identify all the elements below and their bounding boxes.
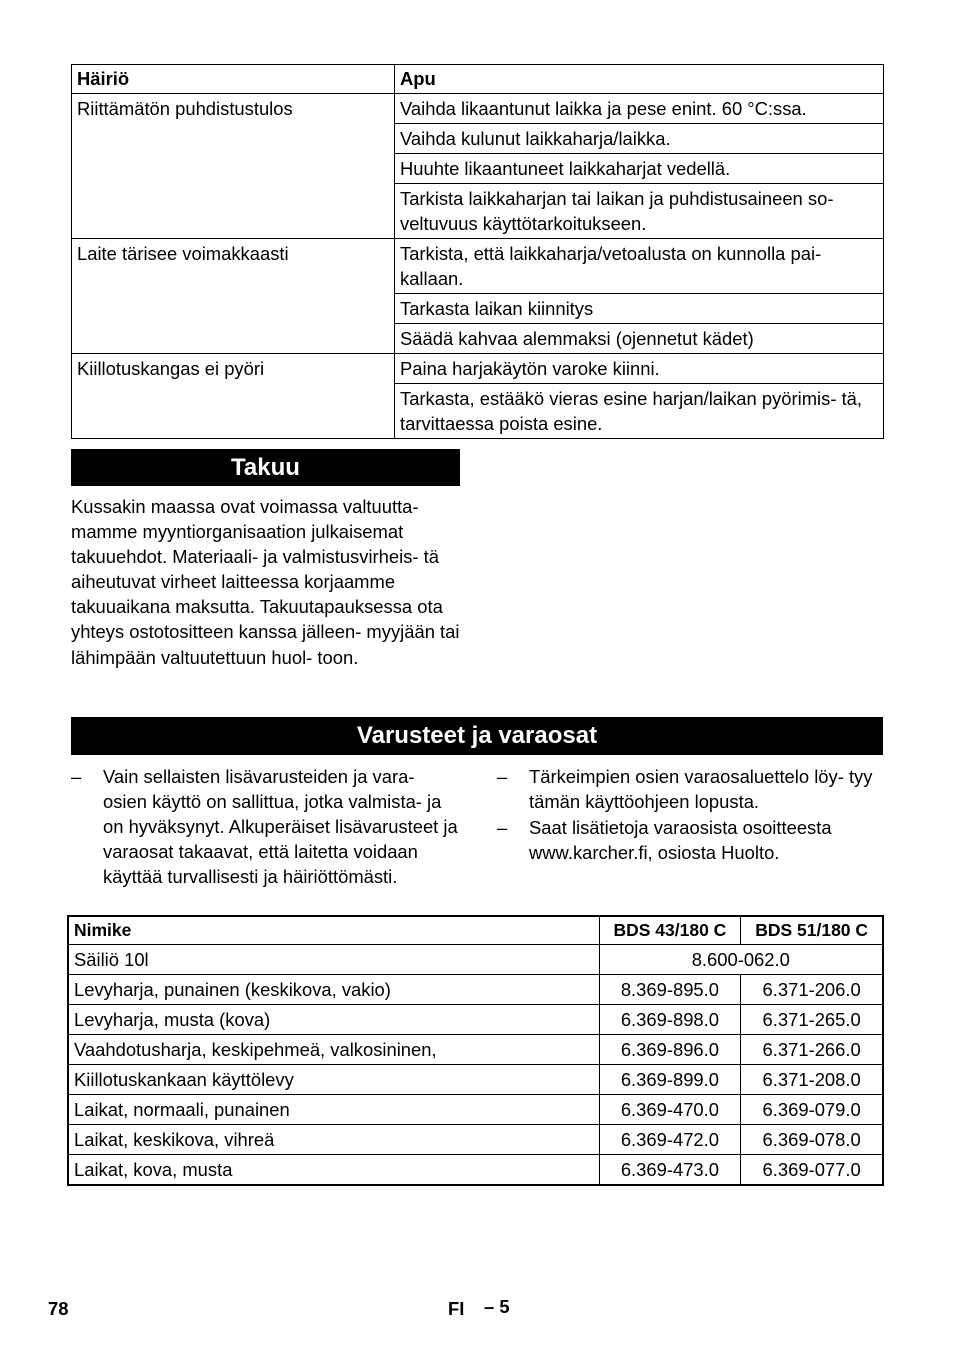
part-name: Säiliö 10l xyxy=(68,945,599,975)
table-row xyxy=(68,1065,883,1095)
part-name: Levyharja, musta (kova) xyxy=(68,1005,599,1035)
section-heading-accessories: Varusteet ja varaosat xyxy=(71,717,883,755)
accessories-list-right xyxy=(497,764,887,865)
table-row xyxy=(72,239,884,294)
part-number-51: 6.369-078.0 xyxy=(741,1125,883,1155)
fault-cell: Laite tärisee voimakkaasti xyxy=(72,239,395,354)
part-name: Laikat, kova, musta xyxy=(68,1155,599,1186)
part-number-43: 6.369-899.0 xyxy=(599,1065,741,1095)
table-row xyxy=(68,1125,883,1155)
part-number-43: 6.369-470.0 xyxy=(599,1095,741,1125)
part-name: Laikat, normaali, punainen xyxy=(68,1095,599,1125)
remedy-cell: Vaihda likaantunut laikka ja pese enint. 60 °C:ssa. xyxy=(395,94,884,124)
warranty-paragraph: Kussakin maassa ovat voimassa valtuutta- mamme myyntiorganisaation julkaisemat takuuehdot. Materiaali- ja valmistusvirheis- tä aiheutuvat virheet laitteessa korjaamme takuuaikana maksutta. Takuutapauksessa ota yhteys ostotositteen kanssa jälleen- myyjään tai lähimpään valtuutettuun huol- toon. xyxy=(71,496,460,668)
page-number: 78 xyxy=(48,1298,69,1319)
dash-bullet: – xyxy=(497,766,508,787)
part-number-51: 6.371-266.0 xyxy=(741,1035,883,1065)
table-row xyxy=(68,975,883,1005)
remedy-cell: Huuhte likaantuneet laikkaharjat vedellä. xyxy=(395,154,884,184)
table-header-row xyxy=(68,916,883,945)
language-code: FI xyxy=(448,1298,465,1319)
part-number-43: 8.369-895.0 xyxy=(599,975,741,1005)
column-header-fault: Häiriö xyxy=(72,65,395,94)
part-number-51: 6.371-206.0 xyxy=(741,975,883,1005)
part-name: Levyharja, punainen (keskikova, vakio) xyxy=(68,975,599,1005)
part-number-51: 6.369-077.0 xyxy=(741,1155,883,1186)
list-item xyxy=(497,815,887,865)
part-name: Laikat, keskikova, vihreä xyxy=(68,1125,599,1155)
part-number-51: 6.371-265.0 xyxy=(741,1005,883,1035)
table-row xyxy=(72,94,884,124)
part-number-43: 6.369-473.0 xyxy=(599,1155,741,1186)
part-number-43: 6.369-472.0 xyxy=(599,1125,741,1155)
remedy-cell: Paina harjakäytön varoke kiinni. xyxy=(395,354,884,384)
table-row xyxy=(68,1155,883,1186)
column-header-model-51: BDS 51/180 C xyxy=(741,916,883,945)
part-number-43: 6.369-896.0 xyxy=(599,1035,741,1065)
part-number-shared: 8.600-062.0 xyxy=(599,945,883,975)
column-header-model-43: BDS 43/180 C xyxy=(599,916,741,945)
fault-cell: Riittämätön puhdistustulos xyxy=(72,94,395,239)
parts-table xyxy=(67,915,884,1186)
part-name: Vaahdotusharja, keskipehmeä, valkosininen, xyxy=(68,1035,599,1065)
remedy-cell: Tarkasta laikan kiinnitys xyxy=(395,294,884,324)
accessories-list-left xyxy=(71,764,463,889)
list-item-text: Tärkeimpien osien varaosaluettelo löy- tyy tämän käyttöohjeen lopusta. xyxy=(529,766,873,813)
table-row xyxy=(72,354,884,384)
column-header-name: Nimike xyxy=(68,916,599,945)
table-header-row xyxy=(72,65,884,94)
section-heading-warranty: Takuu xyxy=(71,449,460,486)
remedy-cell: Säädä kahvaa alemmaksi (ojennetut kädet) xyxy=(395,324,884,354)
table-row xyxy=(68,945,883,975)
remedy-cell: Tarkista laikkaharjan tai laikan ja puhdistusaineen so- veltuvuus käyttötarkoitukseen. xyxy=(395,184,884,239)
part-name: Kiillotuskankaan käyttölevy xyxy=(68,1065,599,1095)
dash-bullet: – xyxy=(497,817,508,839)
table-row xyxy=(68,1095,883,1125)
remedy-cell: Tarkasta, estääkö vieras esine harjan/laikan pyörimis- tä, tarvittaessa poista esine. xyxy=(395,384,884,439)
part-number-51: 6.369-079.0 xyxy=(741,1095,883,1125)
list-item xyxy=(497,764,887,814)
column-header-remedy: Apu xyxy=(395,65,884,94)
remedy-cell: Vaihda kulunut laikkaharja/laikka. xyxy=(395,124,884,154)
dash-bullet: – xyxy=(71,766,82,787)
troubleshooting-table xyxy=(71,64,884,439)
remedy-cell: Tarkista, että laikkaharja/vetoalusta on kunnolla pai- kallaan. xyxy=(395,239,884,294)
table-row xyxy=(68,1035,883,1065)
part-number-43: 6.369-898.0 xyxy=(599,1005,741,1035)
table-row xyxy=(68,1005,883,1035)
fault-cell: Kiillotuskangas ei pyöri xyxy=(72,354,395,439)
list-item-text: Saat lisätietoja varaosista osoitteesta www.karcher.fi, osiosta Huolto. xyxy=(529,817,832,864)
list-item xyxy=(71,764,463,889)
part-number-51: 6.371-208.0 xyxy=(741,1065,883,1095)
list-item-text: Vain sellaisten lisävarusteiden ja vara- osien käyttö on sallittua, jotka valmista- ja on hyväksynyt. Alkuperäiset lisävarusteet ja varaosat takaavat, että laitetta voidaan käyttää turvallisesti ja häiriöttömästi. xyxy=(103,766,458,888)
section-page-number: – 5 xyxy=(484,1296,510,1317)
